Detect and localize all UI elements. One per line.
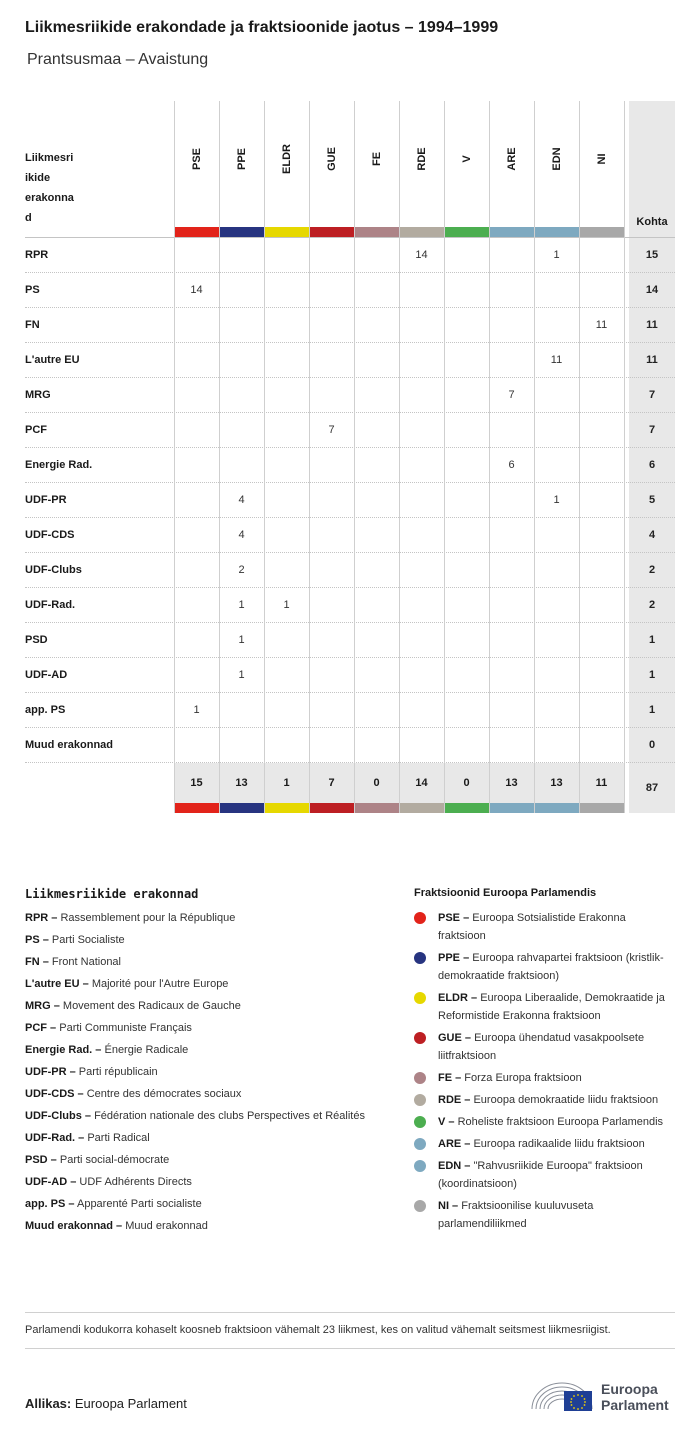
group-color-bar: [399, 803, 444, 813]
table-cell: 1: [553, 494, 560, 506]
row-total: 5: [629, 483, 675, 518]
row-header-line: erakonna: [25, 192, 74, 204]
group-color-bar: [219, 227, 264, 237]
group-color-bar: [399, 227, 444, 237]
table-row: [25, 237, 675, 272]
grand-total: 87: [629, 763, 675, 813]
group-abbr: PSE –: [438, 912, 470, 924]
group-abbr: ELDR –: [438, 992, 478, 1004]
logo-wordmark: [601, 1381, 669, 1413]
party-legend-item: [25, 1085, 370, 1103]
source-value: Euroopa Parlament: [74, 1396, 187, 1411]
party-abbr: L'autre EU –: [25, 978, 89, 990]
source-label: Allikas:: [25, 1396, 72, 1411]
table-body: [25, 237, 675, 762]
footnote: Parlamendi kodukorra kohaselt koosneb fraktsioon vähemalt 23 liikmest, kes on valitud vähemalt seitsmest liikmesriigist.: [25, 1312, 675, 1349]
group-name: Forza Europa fraktsioon: [464, 1072, 582, 1084]
column-divider: [489, 101, 490, 813]
row-party-label: Energie Rad.: [25, 459, 93, 471]
column-header-are: [489, 101, 534, 227]
party-legend-item: [25, 1151, 370, 1169]
party-legend-item: [25, 997, 370, 1015]
row-total: 15: [629, 238, 675, 273]
group-total-cell: 15: [174, 763, 219, 803]
party-name: Parti Communiste Français: [59, 1022, 192, 1034]
party-name: Parti social-démocrate: [59, 1154, 170, 1166]
table-header: [25, 101, 675, 237]
distribution-table: [25, 101, 675, 813]
group-total-cell: 13: [219, 763, 264, 803]
column-header-gue: [309, 101, 354, 227]
group-legend-item: [414, 1135, 674, 1153]
party-abbr: UDF-AD –: [25, 1176, 77, 1188]
party-abbr: Energie Rad. –: [25, 1044, 102, 1056]
column-header-v: [444, 101, 489, 227]
group-legend: [414, 887, 674, 1237]
party-abbr: PSD –: [25, 1154, 57, 1166]
group-abbr: RDE –: [438, 1094, 471, 1106]
group-total-cell: 0: [444, 763, 489, 803]
group-color-bar: [534, 227, 579, 237]
group-legend-item: [414, 1029, 674, 1065]
column-header-ni: [579, 101, 624, 227]
party-legend-item: [25, 931, 370, 949]
party-name: Parti républicain: [78, 1066, 158, 1078]
party-abbr: app. PS –: [25, 1198, 75, 1210]
group-color-dot-icon: [414, 1160, 426, 1172]
group-name: Fraktsioonilise kuuluvuseta parlamendiliikmed: [438, 1200, 594, 1230]
table-cell: 1: [193, 704, 200, 716]
party-abbr: UDF-CDS –: [25, 1088, 84, 1100]
group-legend-item: [414, 1069, 674, 1087]
party-legend-item: [25, 1107, 370, 1125]
group-legend-item: [414, 909, 674, 945]
row-party-label: PCF: [25, 424, 47, 436]
european-parliament-hemicycle-flag-icon: [530, 1375, 594, 1415]
row-total: 1: [629, 658, 675, 693]
total-header-label: Kohta: [636, 216, 668, 228]
group-name: Euroopa radikaalide liidu fraktsioon: [473, 1138, 645, 1150]
table-cell: 7: [508, 389, 515, 401]
column-header-fe: [354, 101, 399, 227]
party-legend-item: [25, 1195, 370, 1213]
source-line: [25, 1396, 187, 1411]
group-color-bar: [309, 227, 354, 237]
group-color-bar: [264, 227, 309, 237]
group-legend-item: [414, 949, 674, 985]
table-row: [25, 552, 675, 587]
group-color-bar: [219, 803, 264, 813]
group-color-bar: [534, 803, 579, 813]
group-abbr: PPE –: [438, 952, 470, 964]
party-abbr: UDF-PR –: [25, 1066, 76, 1078]
group-color-bar: [174, 227, 219, 237]
european-parliament-logo: [530, 1375, 680, 1415]
group-abbr: V –: [438, 1116, 455, 1128]
row-header-line: Liikmesri: [25, 152, 74, 164]
group-abbr: FE –: [438, 1072, 462, 1084]
party-legend-item: [25, 1129, 370, 1147]
party-name: Movement des Radicaux de Gauche: [62, 1000, 241, 1012]
row-total: 2: [629, 588, 675, 623]
group-legend-item: [414, 1113, 674, 1131]
table-row: [25, 447, 675, 482]
group-abbr: ARE –: [438, 1138, 471, 1150]
column-header-pse: [174, 101, 219, 227]
group-color-bar: [309, 803, 354, 813]
group-legend-item: [414, 989, 674, 1025]
table-cell: 4: [238, 494, 245, 506]
group-name: Euroopa Liberaalide, Demokraatide ja Reformistide Erakonna fraktsioon: [438, 992, 665, 1022]
group-color-bar: [444, 803, 489, 813]
party-name: UDF Adhérents Directs: [79, 1176, 192, 1188]
group-color-dot-icon: [414, 1094, 426, 1106]
group-total-cell: 1: [264, 763, 309, 803]
party-abbr: MRG –: [25, 1000, 60, 1012]
group-total-cell: 0: [354, 763, 399, 803]
row-total: 11: [629, 308, 675, 343]
group-legend-item: [414, 1197, 674, 1233]
group-color-dot-icon: [414, 912, 426, 924]
party-name: Énergie Radicale: [104, 1044, 189, 1056]
party-abbr: PS –: [25, 934, 49, 946]
party-legend: [25, 887, 370, 1239]
row-total: 4: [629, 518, 675, 553]
table-cell: 7: [328, 424, 335, 436]
column-header-label: ARE: [505, 147, 518, 171]
party-name: Apparenté Parti socialiste: [76, 1198, 202, 1210]
group-name: Euroopa ühendatud vasakpoolsete liitfraktsioon: [438, 1032, 645, 1062]
table-cell: 1: [238, 599, 245, 611]
column-divider: [354, 101, 355, 813]
row-total: 0: [629, 728, 675, 763]
table-row: [25, 622, 675, 657]
party-abbr: Muud erakonnad –: [25, 1220, 123, 1232]
table-cell: 14: [190, 284, 203, 296]
party-legend-item: [25, 953, 370, 971]
group-color-bar: [579, 803, 624, 813]
party-name: Centre des démocrates sociaux: [86, 1088, 242, 1100]
table-cell: 1: [283, 599, 290, 611]
row-party-label: UDF-CDS: [25, 529, 75, 541]
logo-line-2: Parlament: [601, 1397, 669, 1413]
group-color-bar: [489, 803, 534, 813]
column-divider: [399, 101, 400, 813]
party-abbr: UDF-Rad. –: [25, 1132, 85, 1144]
row-party-label: UDF-Clubs: [25, 564, 82, 576]
group-color-dot-icon: [414, 1116, 426, 1128]
row-header-label: [25, 148, 85, 228]
group-color-bar: [354, 227, 399, 237]
group-name: "Rahvusriikide Euroopa" fraktsioon (koordinatsioon): [438, 1160, 643, 1190]
group-color-bar: [489, 227, 534, 237]
group-name: Euroopa Sotsialistide Erakonna fraktsioon: [438, 912, 626, 942]
group-abbr: GUE –: [438, 1032, 472, 1044]
table-cell: 1: [553, 249, 560, 261]
table-footer-totals: [25, 762, 675, 813]
column-header-edn: [534, 101, 579, 227]
table-cell: 1: [238, 669, 245, 681]
column-header-label: PSE: [190, 147, 203, 171]
column-header-label: FE: [370, 151, 383, 167]
party-legend-item: [25, 909, 370, 927]
group-color-dot-icon: [414, 1072, 426, 1084]
logo-line-1: Euroopa: [601, 1381, 658, 1397]
table-row: [25, 272, 675, 307]
table-cell: 4: [238, 529, 245, 541]
group-total-cell: 13: [489, 763, 534, 803]
row-total: 7: [629, 413, 675, 448]
row-header-line: d: [25, 212, 32, 224]
party-name: Parti Socialiste: [51, 934, 125, 946]
group-total-cell: 13: [534, 763, 579, 803]
party-abbr: RPR –: [25, 912, 58, 924]
party-name: Parti Radical: [87, 1132, 150, 1144]
row-total: 11: [629, 343, 675, 378]
row-total: 14: [629, 273, 675, 308]
row-party-label: app. PS: [25, 704, 66, 716]
group-total-cell: 14: [399, 763, 444, 803]
group-color-bar: [354, 803, 399, 813]
group-color-dot-icon: [414, 1138, 426, 1150]
party-legend-title: Liikmesriikide erakonnad: [25, 887, 199, 901]
group-name: Euroopa demokraatide liidu fraktsioon: [473, 1094, 659, 1106]
row-party-label: Muud erakonnad: [25, 739, 114, 751]
table-row: [25, 482, 675, 517]
table-cell: 1: [238, 634, 245, 646]
table-row: [25, 342, 675, 377]
table-cell: 11: [595, 319, 608, 331]
row-total: 7: [629, 378, 675, 413]
row-party-label: UDF-AD: [25, 669, 68, 681]
table-row: [25, 377, 675, 412]
table-row: [25, 412, 675, 447]
page-subtitle: Prantsusmaa – Avaistung: [27, 51, 209, 68]
row-party-label: RPR: [25, 249, 49, 261]
column-divider: [579, 101, 580, 813]
column-header-label: RDE: [415, 147, 428, 171]
row-total: 6: [629, 448, 675, 483]
column-header-label: NI: [595, 153, 608, 165]
row-total: 1: [629, 623, 675, 658]
row-party-label: PSD: [25, 634, 48, 646]
group-color-dot-icon: [414, 952, 426, 964]
party-name: Rassemblement pour la République: [60, 912, 236, 924]
party-abbr: UDF-Clubs –: [25, 1110, 91, 1122]
column-divider: [219, 101, 220, 813]
table-row: [25, 692, 675, 727]
group-name: Roheliste fraktsioon Euroopa Parlamendis: [457, 1116, 664, 1128]
table-row: [25, 517, 675, 552]
party-legend-item: [25, 1041, 370, 1059]
party-name: Front National: [51, 956, 121, 968]
total-column-header: [629, 101, 675, 237]
group-legend-item: [414, 1091, 674, 1109]
table-cell: 2: [238, 564, 245, 576]
column-divider: [444, 101, 445, 813]
group-legend-title: Fraktsioonid Euroopa Parlamendis: [414, 887, 597, 899]
column-header-label: ELDR: [280, 144, 293, 174]
row-total: 1: [629, 693, 675, 728]
group-legend-item: [414, 1157, 674, 1193]
group-color-dot-icon: [414, 1032, 426, 1044]
row-party-label: MRG: [25, 389, 51, 401]
group-total-cell: 7: [309, 763, 354, 803]
column-header-label: GUE: [325, 147, 338, 171]
party-name: Majorité pour l'Autre Europe: [91, 978, 229, 990]
row-party-label: UDF-Rad.: [25, 599, 76, 611]
party-name: Fédération nationale des clubs Perspectives et Réalités: [94, 1110, 365, 1122]
row-total: 2: [629, 553, 675, 588]
column-header-eldr: [264, 101, 309, 227]
column-divider: [624, 101, 625, 813]
column-header-label: PPE: [235, 147, 248, 171]
table-row: [25, 727, 675, 762]
column-divider: [309, 101, 310, 813]
party-abbr: FN –: [25, 956, 49, 968]
group-color-bar: [579, 227, 624, 237]
column-header-ppe: [219, 101, 264, 227]
row-header-line: ikide: [25, 172, 51, 184]
column-header-rde: [399, 101, 444, 227]
table-cell: 14: [415, 249, 428, 261]
group-color-bar: [174, 803, 219, 813]
group-name: Euroopa rahvapartei fraktsioon (kristlik-demokraatide fraktsioon): [438, 952, 664, 982]
column-divider: [264, 101, 265, 813]
group-color-dot-icon: [414, 1200, 426, 1212]
column-divider: [534, 101, 535, 813]
table-cell: 6: [508, 459, 515, 471]
party-abbr: PCF –: [25, 1022, 57, 1034]
party-legend-item: [25, 1173, 370, 1191]
table-cell: 11: [550, 354, 563, 366]
column-header-label: V: [460, 155, 473, 163]
row-party-label: L'autre EU: [25, 354, 80, 366]
party-legend-item: [25, 1063, 370, 1081]
column-header-label: EDN: [550, 147, 563, 171]
group-abbr: EDN –: [438, 1160, 471, 1172]
column-divider: [174, 101, 175, 813]
table-row: [25, 307, 675, 342]
party-legend-item: [25, 975, 370, 993]
group-total-cell: 11: [579, 763, 624, 803]
group-color-dot-icon: [414, 992, 426, 1004]
row-party-label: PS: [25, 284, 40, 296]
party-legend-item: [25, 1217, 370, 1235]
table-row: [25, 587, 675, 622]
row-party-label: UDF-PR: [25, 494, 67, 506]
group-color-bar: [264, 803, 309, 813]
group-color-bar: [444, 227, 489, 237]
group-abbr: NI –: [438, 1200, 459, 1212]
row-party-label: FN: [25, 319, 40, 331]
party-legend-item: [25, 1019, 370, 1037]
page-title: Liikmesriikide erakondade ja fraktsioonide jaotus – 1994–1999: [25, 19, 499, 36]
table-row: [25, 657, 675, 692]
party-name: Muud erakonnad: [125, 1220, 208, 1232]
